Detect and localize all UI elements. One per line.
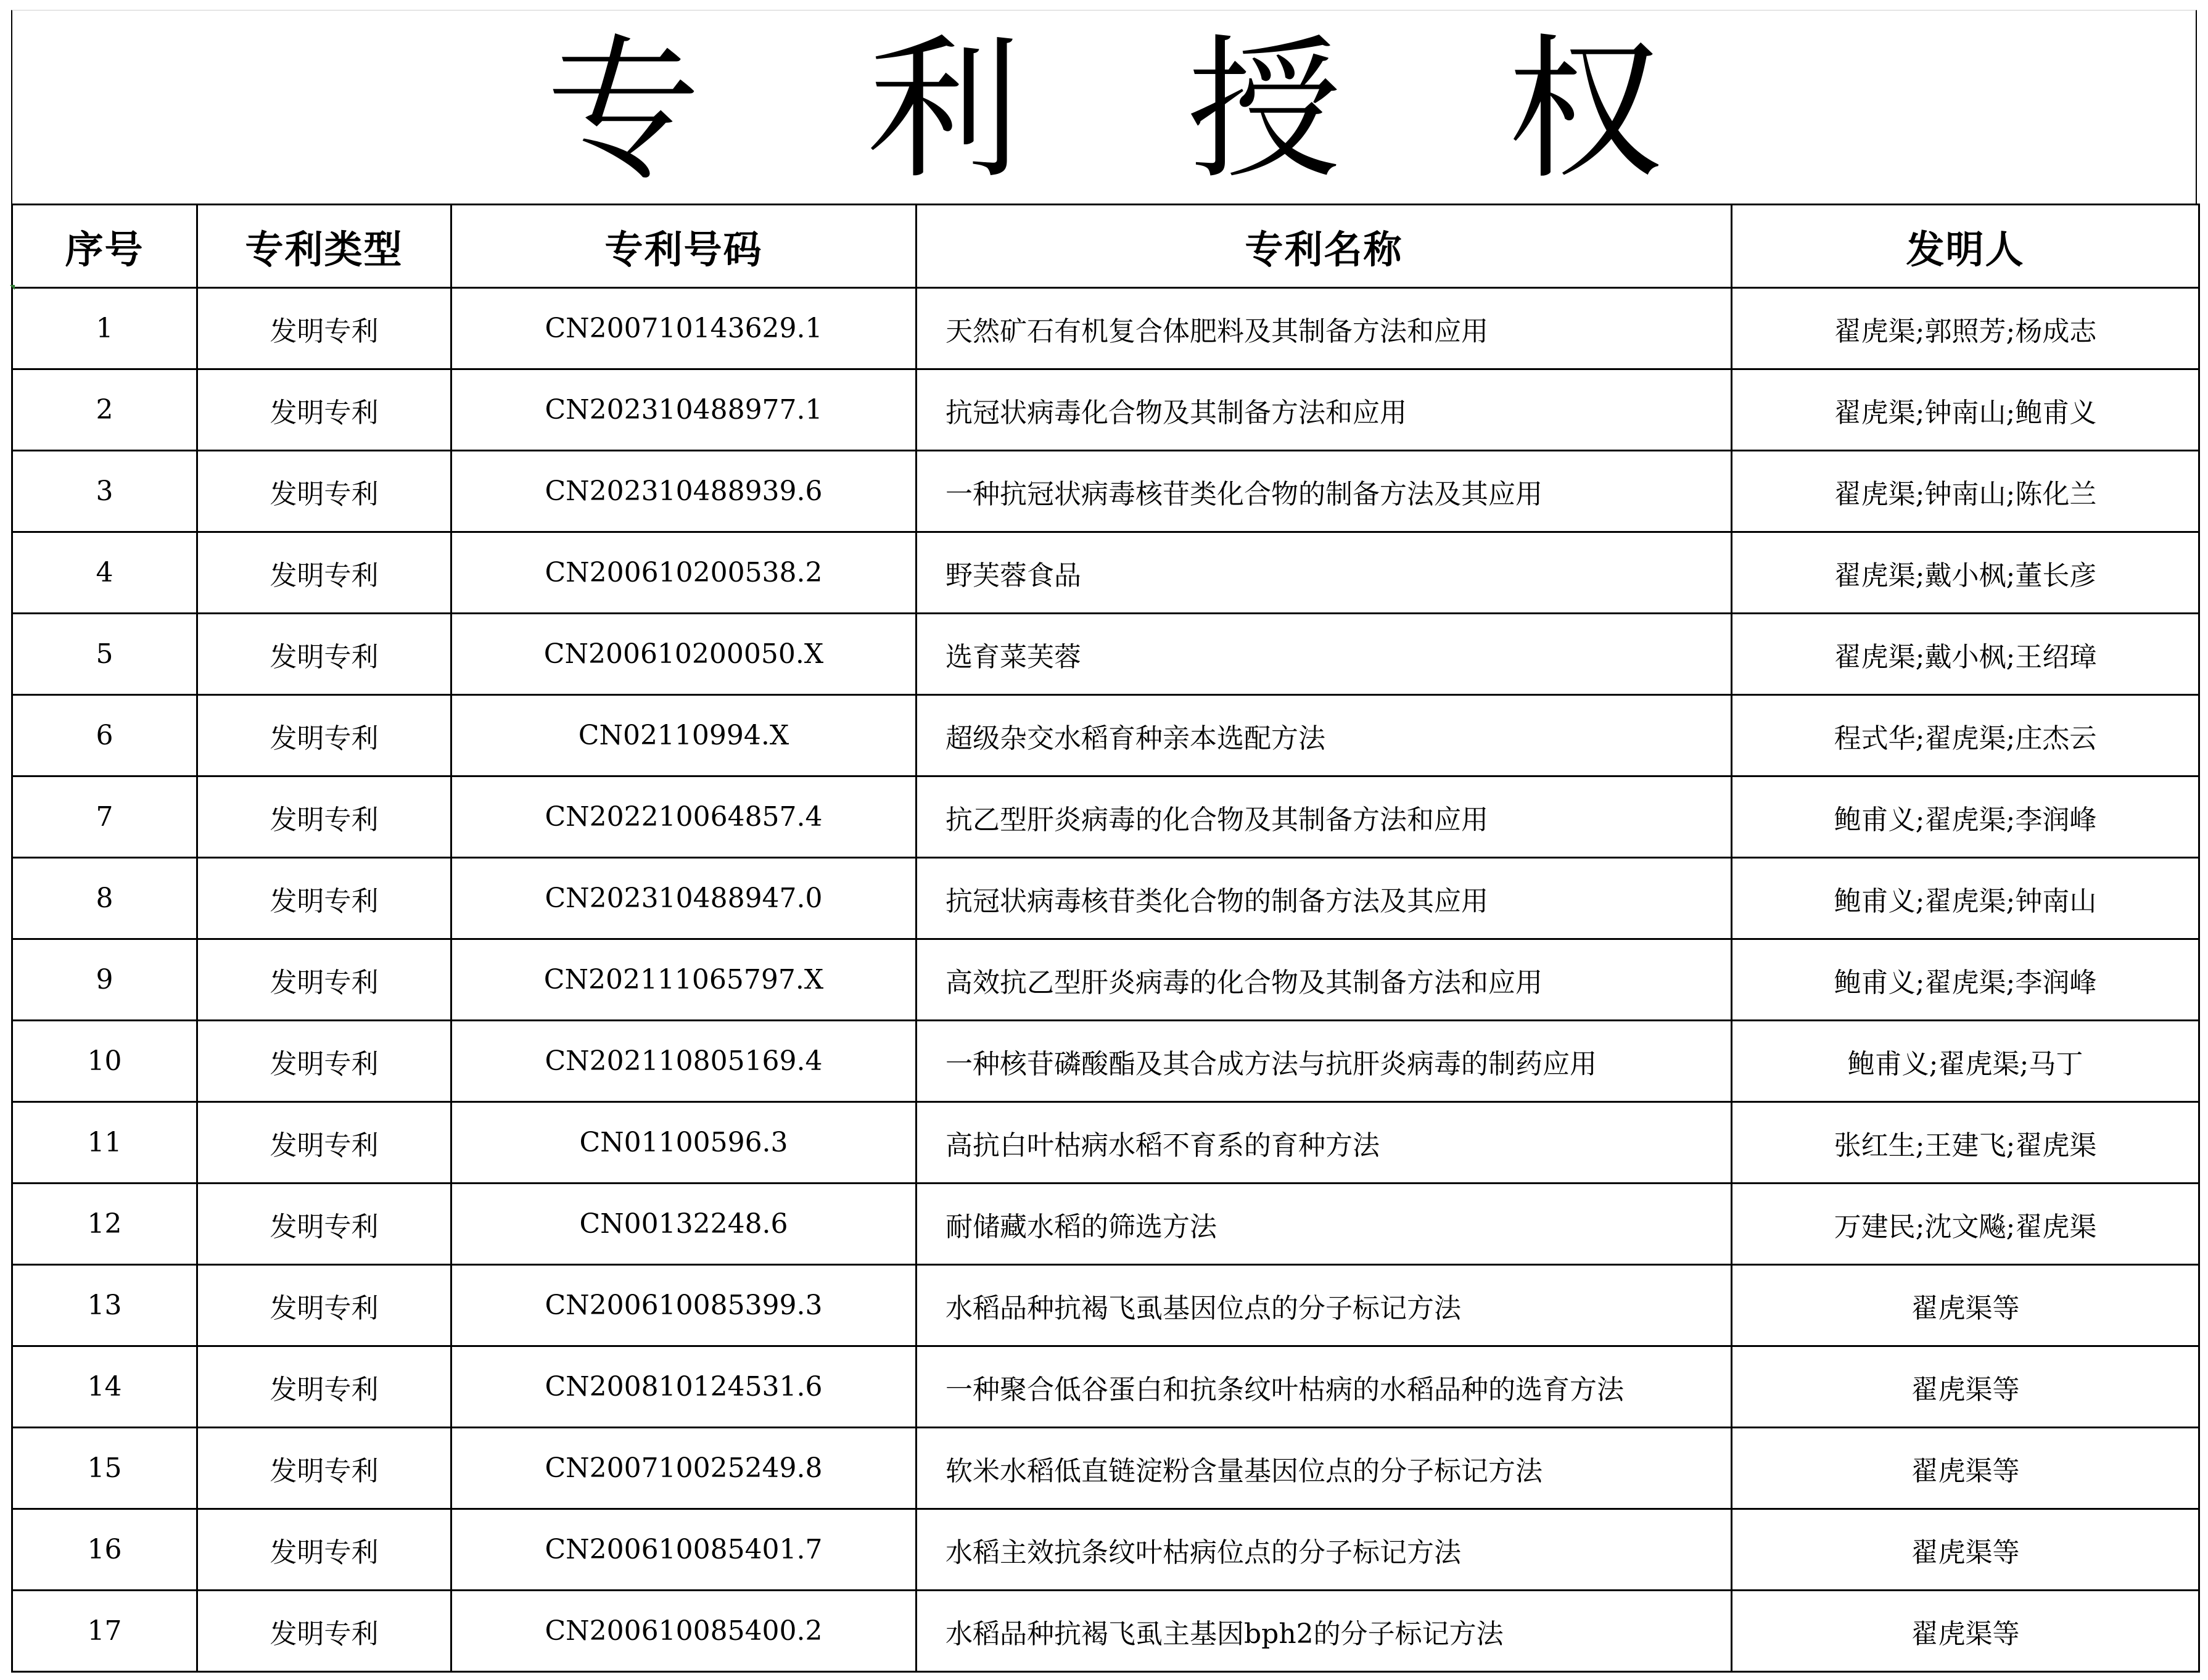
table-row <box>12 939 2199 1021</box>
cell-index[interactable]: 1 <box>12 288 197 369</box>
cell-type[interactable]: 发明专利 <box>197 858 451 939</box>
cell-type[interactable]: 发明专利 <box>197 1591 451 1672</box>
cell-inventors[interactable]: 鲍甫义;翟虎渠;马丁 <box>1732 1021 2199 1102</box>
cell-name[interactable]: 野芙蓉食品 <box>917 532 1732 614</box>
cell-index[interactable]: 12 <box>12 1184 197 1265</box>
table-row <box>12 369 2199 451</box>
cell-inventors[interactable]: 翟虎渠等 <box>1732 1591 2199 1672</box>
cell-index[interactable]: 6 <box>12 695 197 776</box>
cell-index[interactable]: 4 <box>12 532 197 614</box>
cell-name[interactable]: 水稻品种抗褐飞虱基因位点的分子标记方法 <box>917 1265 1732 1346</box>
table-row <box>12 1265 2199 1346</box>
cell-inventors[interactable]: 翟虎渠等 <box>1732 1265 2199 1346</box>
patent-table <box>11 204 2200 1673</box>
cell-number[interactable]: CN200610200538.2 <box>451 532 917 614</box>
cell-name[interactable]: 一种聚合低谷蛋白和抗条纹叶枯病的水稻品种的选育方法 <box>917 1346 1732 1428</box>
cell-type[interactable]: 发明专利 <box>197 695 451 776</box>
cell-name[interactable]: 水稻主效抗条纹叶枯病位点的分子标记方法 <box>917 1509 1732 1591</box>
cell-type[interactable]: 发明专利 <box>197 1346 451 1428</box>
cell-index[interactable]: 14 <box>12 1346 197 1428</box>
cell-number[interactable]: CN200610085400.2 <box>451 1591 917 1672</box>
table-row <box>12 858 2199 939</box>
cell-inventors[interactable]: 张红生;王建飞;翟虎渠 <box>1732 1102 2199 1184</box>
cell-marker <box>10 285 15 290</box>
cell-inventors[interactable]: 翟虎渠等 <box>1732 1346 2199 1428</box>
cell-name[interactable]: 抗冠状病毒核苷类化合物的制备方法及其应用 <box>917 858 1732 939</box>
cell-number[interactable]: CN200810124531.6 <box>451 1346 917 1428</box>
cell-number[interactable]: CN200710025249.8 <box>451 1428 917 1509</box>
cell-number[interactable]: CN200610085401.7 <box>451 1509 917 1591</box>
cell-inventors[interactable]: 翟虎渠;钟南山;鲍甫义 <box>1732 369 2199 451</box>
cell-inventors[interactable]: 翟虎渠;郭照芳;杨成志 <box>1732 288 2199 369</box>
cell-index[interactable]: 17 <box>12 1591 197 1672</box>
cell-inventors[interactable]: 翟虎渠;戴小枫;王绍璋 <box>1732 614 2199 695</box>
cell-number[interactable]: CN00132248.6 <box>451 1184 917 1265</box>
cell-number[interactable]: CN01100596.3 <box>451 1102 917 1184</box>
header-inventors[interactable]: 发明人 <box>1732 205 2199 288</box>
cell-type[interactable]: 发明专利 <box>197 939 451 1021</box>
page-title: 专 利 授 权 <box>546 20 1721 200</box>
cell-name[interactable]: 一种核苷磷酸酯及其合成方法与抗肝炎病毒的制药应用 <box>917 1021 1732 1102</box>
cell-number[interactable]: CN02110994.X <box>451 695 917 776</box>
table-row <box>12 451 2199 532</box>
cell-index[interactable]: 2 <box>12 369 197 451</box>
cell-inventors[interactable]: 翟虎渠;钟南山;陈化兰 <box>1732 451 2199 532</box>
cell-number[interactable]: CN202310488977.1 <box>451 369 917 451</box>
cell-type[interactable]: 发明专利 <box>197 776 451 858</box>
table-row <box>12 776 2199 858</box>
spreadsheet <box>11 10 2198 1674</box>
header-number[interactable]: 专利号码 <box>451 205 917 288</box>
table-row <box>12 1021 2199 1102</box>
table-row <box>12 1346 2199 1428</box>
table-row <box>12 695 2199 776</box>
cell-type[interactable]: 发明专利 <box>197 1184 451 1265</box>
header-index[interactable]: 序号 <box>12 205 197 288</box>
cell-inventors[interactable]: 万建民;沈文飚;翟虎渠 <box>1732 1184 2199 1265</box>
cell-inventors[interactable]: 鲍甫义;翟虎渠;钟南山 <box>1732 858 2199 939</box>
table-row <box>12 1509 2199 1591</box>
cell-type[interactable]: 发明专利 <box>197 451 451 532</box>
cell-number[interactable]: CN202111065797.X <box>451 939 917 1021</box>
table-row <box>12 532 2199 614</box>
table-row <box>12 1102 2199 1184</box>
table-row <box>12 614 2199 695</box>
cell-number[interactable]: CN200610200050.X <box>451 614 917 695</box>
cell-type[interactable]: 发明专利 <box>197 288 451 369</box>
cell-index[interactable]: 13 <box>12 1265 197 1346</box>
table-row <box>12 288 2199 369</box>
cell-type[interactable]: 发明专利 <box>197 1265 451 1346</box>
cell-name[interactable]: 软米水稻低直链淀粉含量基因位点的分子标记方法 <box>917 1428 1732 1509</box>
cell-type[interactable]: 发明专利 <box>197 614 451 695</box>
cell-type[interactable]: 发明专利 <box>197 532 451 614</box>
table-body <box>12 288 2199 1672</box>
cell-name[interactable]: 抗乙型肝炎病毒的化合物及其制备方法和应用 <box>917 776 1732 858</box>
cell-name[interactable]: 一种抗冠状病毒核苷类化合物的制备方法及其应用 <box>917 451 1732 532</box>
cell-number[interactable]: CN202310488947.0 <box>451 858 917 939</box>
cell-name[interactable]: 耐储藏水稻的筛选方法 <box>917 1184 1732 1265</box>
cell-type[interactable]: 发明专利 <box>197 1102 451 1184</box>
header-type[interactable]: 专利类型 <box>197 205 451 288</box>
table-row <box>12 1591 2199 1672</box>
cell-inventors[interactable]: 翟虎渠;戴小枫;董长彦 <box>1732 532 2199 614</box>
cell-name[interactable]: 超级杂交水稻育种亲本选配方法 <box>917 695 1732 776</box>
cell-number[interactable]: CN200710143629.1 <box>451 288 917 369</box>
cell-index[interactable]: 8 <box>12 858 197 939</box>
cell-number[interactable]: CN200610085399.3 <box>451 1265 917 1346</box>
cell-index[interactable]: 10 <box>12 1021 197 1102</box>
cell-type[interactable]: 发明专利 <box>197 1509 451 1591</box>
cell-index[interactable]: 5 <box>12 614 197 695</box>
cell-name[interactable]: 选育菜芙蓉 <box>917 614 1732 695</box>
cell-number[interactable]: CN202210064857.4 <box>451 776 917 858</box>
cell-index[interactable]: 9 <box>12 939 197 1021</box>
cell-inventors[interactable]: 翟虎渠等 <box>1732 1428 2199 1509</box>
cell-type[interactable]: 发明专利 <box>197 1428 451 1509</box>
cell-name[interactable]: 水稻品种抗褐飞虱主基因bph2的分子标记方法 <box>917 1591 1732 1672</box>
table-row <box>12 1428 2199 1509</box>
cell-index[interactable]: 7 <box>12 776 197 858</box>
cell-name[interactable]: 高效抗乙型肝炎病毒的化合物及其制备方法和应用 <box>917 939 1732 1021</box>
header-row <box>12 205 2199 288</box>
cell-name[interactable]: 天然矿石有机复合体肥料及其制备方法和应用 <box>917 288 1732 369</box>
cell-name[interactable]: 抗冠状病毒化合物及其制备方法和应用 <box>917 369 1732 451</box>
cell-index[interactable]: 11 <box>12 1102 197 1184</box>
cell-number[interactable]: CN202310488939.6 <box>451 451 917 532</box>
cell-type[interactable]: 发明专利 <box>197 369 451 451</box>
title-cell[interactable] <box>11 10 2197 204</box>
cell-inventors[interactable]: 鲍甫义;翟虎渠;李润峰 <box>1732 776 2199 858</box>
table-row <box>12 1184 2199 1265</box>
cell-index[interactable]: 15 <box>12 1428 197 1509</box>
header-name[interactable]: 专利名称 <box>917 205 1732 288</box>
cell-inventors[interactable]: 翟虎渠等 <box>1732 1509 2199 1591</box>
cell-name[interactable]: 高抗白叶枯病水稻不育系的育种方法 <box>917 1102 1732 1184</box>
cell-type[interactable]: 发明专利 <box>197 1021 451 1102</box>
cell-index[interactable]: 16 <box>12 1509 197 1591</box>
cell-index[interactable]: 3 <box>12 451 197 532</box>
cell-inventors[interactable]: 程式华;翟虎渠;庄杰云 <box>1732 695 2199 776</box>
cell-number[interactable]: CN202110805169.4 <box>451 1021 917 1102</box>
cell-inventors[interactable]: 鲍甫义;翟虎渠;李润峰 <box>1732 939 2199 1021</box>
